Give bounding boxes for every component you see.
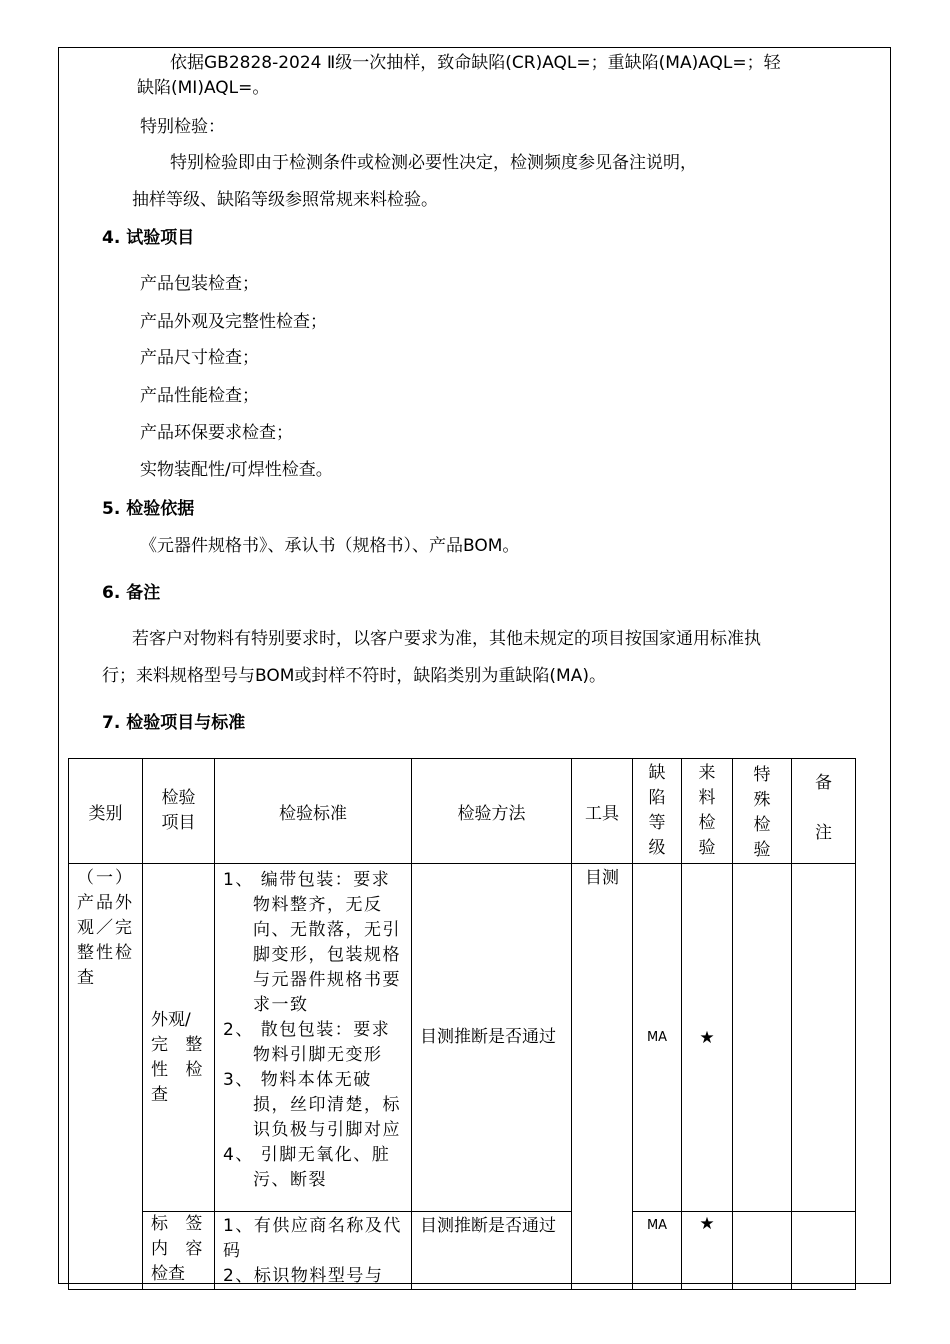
table-row bbox=[69, 1212, 856, 1290]
header-tool: 工具 bbox=[572, 759, 633, 864]
special-line-1: 特别检验即由于检测条件或检测必要性决定，检测频度参见备注说明， bbox=[170, 153, 697, 173]
test-item: 产品尺寸检查； bbox=[140, 348, 259, 368]
test-item: 产品环保要求检查； bbox=[140, 423, 293, 443]
header-incoming-inspection: 来 料 检 验 bbox=[682, 759, 733, 864]
item-cell: 标 签 内 容 检查 bbox=[143, 1212, 215, 1290]
section-6-line-1: 若客户对物料有特别要求时，以客户要求为准，其他未规定的项目按国家通用标准执 bbox=[132, 629, 761, 649]
header-defect-level: 缺 陷 等 级 bbox=[633, 759, 682, 864]
intro-line-1: 依据GB2828-2024 Ⅱ级一次抽样，致命缺陷(CR)AQL=；重缺陷(MA)AQL=；轻 bbox=[170, 53, 781, 73]
inspection-table bbox=[68, 758, 856, 1290]
incoming-check-mark: ★ bbox=[682, 1212, 733, 1290]
standard-cell: 1、 编带包装：要求物料整齐，无反向、无散落，无引脚变形，包装规格与元器件规格书要求一致 2、 散包包装：要求物料引脚无变形 3、 物料本体无破损，丝印清楚，标识负极与引脚对应 4、 引脚无氧化、脏污、断裂 bbox=[215, 864, 412, 1212]
special-check-cell bbox=[733, 864, 792, 1212]
section-6-title: 6. 备注 bbox=[102, 583, 161, 603]
table-row bbox=[69, 864, 856, 1212]
method-cell: 目测推断是否通过 bbox=[412, 1212, 572, 1290]
defect-level-cell: MA bbox=[633, 1212, 682, 1290]
header-standard: 检验标准 bbox=[215, 759, 412, 864]
section-6-line-2: 行；来料规格型号与BOM或封样不符时，缺陷类别为重缺陷(MA)。 bbox=[102, 666, 606, 686]
table-header-row bbox=[69, 759, 856, 864]
header-special-inspection: 特 殊 检 验 bbox=[733, 759, 792, 864]
header-category: 类别 bbox=[69, 759, 143, 864]
header-method: 检验方法 bbox=[412, 759, 572, 864]
header-item: 检验 项目 bbox=[143, 759, 215, 864]
defect-level-cell: MA bbox=[633, 864, 682, 1212]
special-check-cell bbox=[733, 1212, 792, 1290]
section-5-title: 5. 检验依据 bbox=[102, 499, 195, 519]
section-7-title: 7. 检验项目与标准 bbox=[102, 713, 246, 733]
category-cell: （一） 产品外 观／完 整性检 查 bbox=[69, 864, 143, 1290]
header-remark: 备 注 bbox=[792, 759, 856, 864]
incoming-check-mark: ★ bbox=[682, 864, 733, 1212]
remark-cell bbox=[792, 864, 856, 1212]
tool-cell: 目测 bbox=[572, 864, 633, 1290]
method-cell: 目测推断是否通过 bbox=[412, 864, 572, 1212]
section-4-title: 4. 试验项目 bbox=[102, 228, 195, 248]
test-item: 产品外观及完整性检查； bbox=[140, 312, 327, 332]
special-title: 特别检验： bbox=[140, 117, 225, 137]
remark-cell bbox=[792, 1212, 856, 1290]
item-cell: 外观/ 完 整 性 检 查 bbox=[143, 864, 215, 1212]
test-item: 产品包装检查； bbox=[140, 274, 259, 294]
intro-line-2: 缺陷(MI)AQL=。 bbox=[137, 78, 270, 98]
test-item: 实物装配性/可焊性检查。 bbox=[140, 460, 333, 480]
section-5-text: 《元器件规格书》、承认书（规格书）、产品BOM。 bbox=[140, 536, 520, 556]
special-line-2: 抽样等级、缺陷等级参照常规来料检验。 bbox=[132, 190, 438, 210]
test-item: 产品性能检查； bbox=[140, 386, 259, 406]
standard-cell: 1、有供应商名称及代码 2、标识物料型号与 bbox=[215, 1212, 412, 1290]
